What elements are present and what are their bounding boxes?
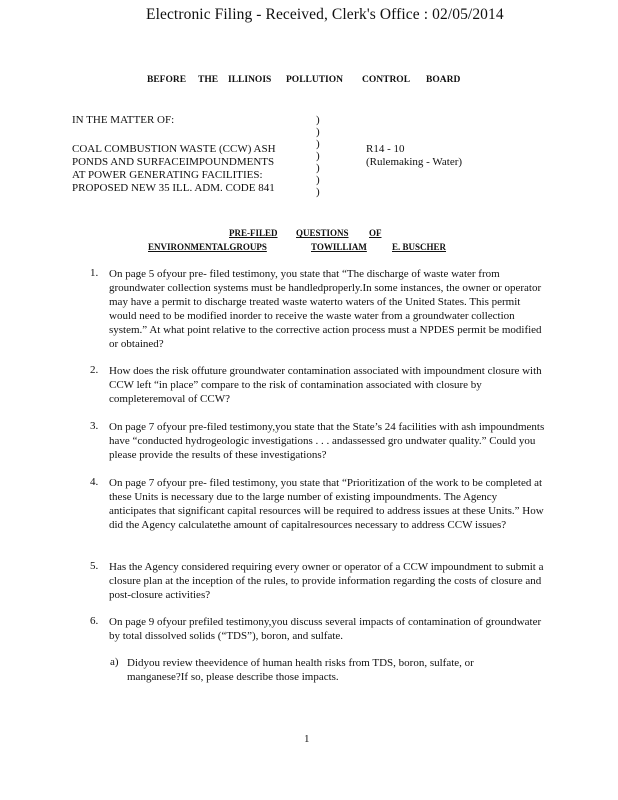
board-heading-word: THE xyxy=(198,75,219,85)
in-the-matter: IN THE MATTER OF: xyxy=(72,114,175,126)
caption-parens: ) ) ) ) ) ) ) xyxy=(316,114,320,198)
question-text: On page 5 ofyour pre- filed testimony, you state that “The discharge of waste water from groundwater collection systems must be handledproperly.In some instances, the owner or operator may have a permit to discharge treated waste waterto waters of the United States. This permit would need to be modified inorder to receive the waste water from a groundwater collection system.” At what point relative to the corrective action process must a NPDES permit be modified or obtained? xyxy=(109,268,542,350)
question-text: On page 9 ofyour prefiled testimony,you discuss several impacts of contamination of groundwater by total dissolved solids (“TDS”), boron, and sulfate. xyxy=(109,616,542,642)
board-heading-word: ILLINOIS xyxy=(228,75,272,85)
subquestion-label: a) xyxy=(110,656,119,668)
title-word: QUESTIONS xyxy=(296,228,349,238)
title-word: ENVIRONMENTALGROUPS xyxy=(148,242,267,252)
title-word: E. BUSCHER xyxy=(392,242,447,252)
docket-type: (Rulemaking - Water) xyxy=(366,156,463,168)
question-number: 4. xyxy=(90,476,99,488)
title-word: PRE-FILED xyxy=(229,228,278,238)
board-heading-word: BOARD xyxy=(426,75,461,85)
caption-line: PONDS AND SURFACEIMPOUNDMENTS xyxy=(72,156,275,168)
caption-line: COAL COMBUSTION WASTE (CCW) ASH xyxy=(72,143,276,155)
title-word: OF xyxy=(369,228,382,238)
board-heading-word: CONTROL xyxy=(362,75,411,85)
subquestion-text: Didyou review theevidence of human health risks from TDS, boron, sulfate, or manganese?If so, please describe those impacts. xyxy=(127,657,474,683)
caption-line: PROPOSED NEW 35 ILL. ADM. CODE 841 xyxy=(72,182,275,194)
title-word: TOWILLIAM xyxy=(311,242,367,252)
question-number: 6. xyxy=(90,615,99,627)
question-text: On page 7 ofyour pre-filed testimony,you state that the State’s 24 facilities with ash impoundments have “conducted hydrogeologic investigations . . . andassessed gro undwater quality.” Could you please provide the results of these investigations? xyxy=(109,421,545,461)
question-text: On page 7 ofyour pre- filed testimony, you state that “Prioritization of the work to be completed at these Units is necessary due to the large number of existing impoundments. The Agency anticipates that significant capital resources will be required to address issues at these Units.” How did the Agency calculatethe amount of capitalresources necessary to address CCW issues? xyxy=(109,477,544,531)
filing-stamp: Electronic Filing - Received, Clerk's Office : 02/05/2014 xyxy=(146,6,504,23)
question-number: 5. xyxy=(90,560,99,572)
board-heading-word: BEFORE xyxy=(147,75,187,85)
docket-number: R14 - 10 xyxy=(366,143,405,155)
board-heading-word: POLLUTION xyxy=(286,75,344,85)
question-text: How does the risk offuture groundwater contamination associated with impoundment closure with CCW left “in place” compare to the risk of contamination associated with closure by completeremoval of CCW? xyxy=(109,365,542,405)
page-number: 1 xyxy=(304,733,310,745)
question-number: 2. xyxy=(90,364,99,376)
question-text: Has the Agency considered requiring every owner or operator of a CCW impoundment to submit a closure plan at the inception of the rules, to provide information regarding the costs of closure and post-closure activities? xyxy=(109,561,544,601)
caption-line: AT POWER GENERATING FACILITIES: xyxy=(72,169,263,181)
question-number: 1. xyxy=(90,267,99,279)
question-number: 3. xyxy=(90,420,99,432)
